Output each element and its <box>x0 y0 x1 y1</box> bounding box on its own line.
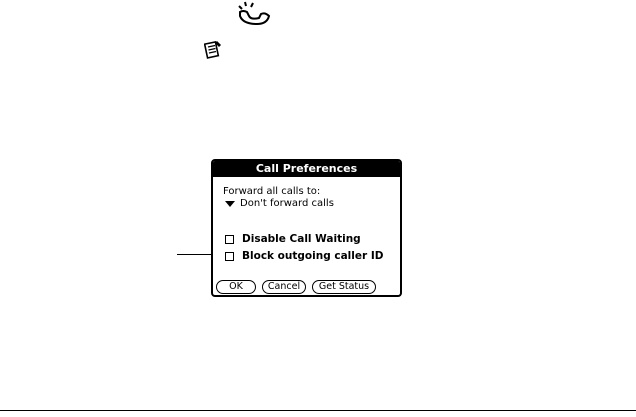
call-preferences-dialog <box>211 159 402 297</box>
forward-calls-value: Don't forward calls <box>240 198 334 209</box>
dropdown-arrow-icon <box>225 201 235 207</box>
cancel-button[interactable]: Cancel <box>262 280 306 294</box>
block-caller-id-checkbox[interactable] <box>225 250 383 262</box>
dialog-title: Call Preferences <box>213 161 400 177</box>
checkbox-box-icon <box>225 252 234 261</box>
disable-call-waiting-checkbox[interactable] <box>225 233 361 245</box>
disable-call-waiting-label: Disable Call Waiting <box>242 233 361 245</box>
get-status-button[interactable]: Get Status <box>312 280 376 294</box>
memo-pad-icon <box>204 39 224 61</box>
block-caller-id-label: Block outgoing caller ID <box>242 250 384 262</box>
ok-button[interactable]: OK <box>216 280 256 294</box>
page-divider <box>0 410 636 411</box>
phone-ringing-icon <box>233 0 277 28</box>
forward-calls-select[interactable] <box>225 198 334 210</box>
checkbox-box-icon <box>225 235 234 244</box>
forward-calls-label: Forward all calls to: <box>223 186 321 197</box>
